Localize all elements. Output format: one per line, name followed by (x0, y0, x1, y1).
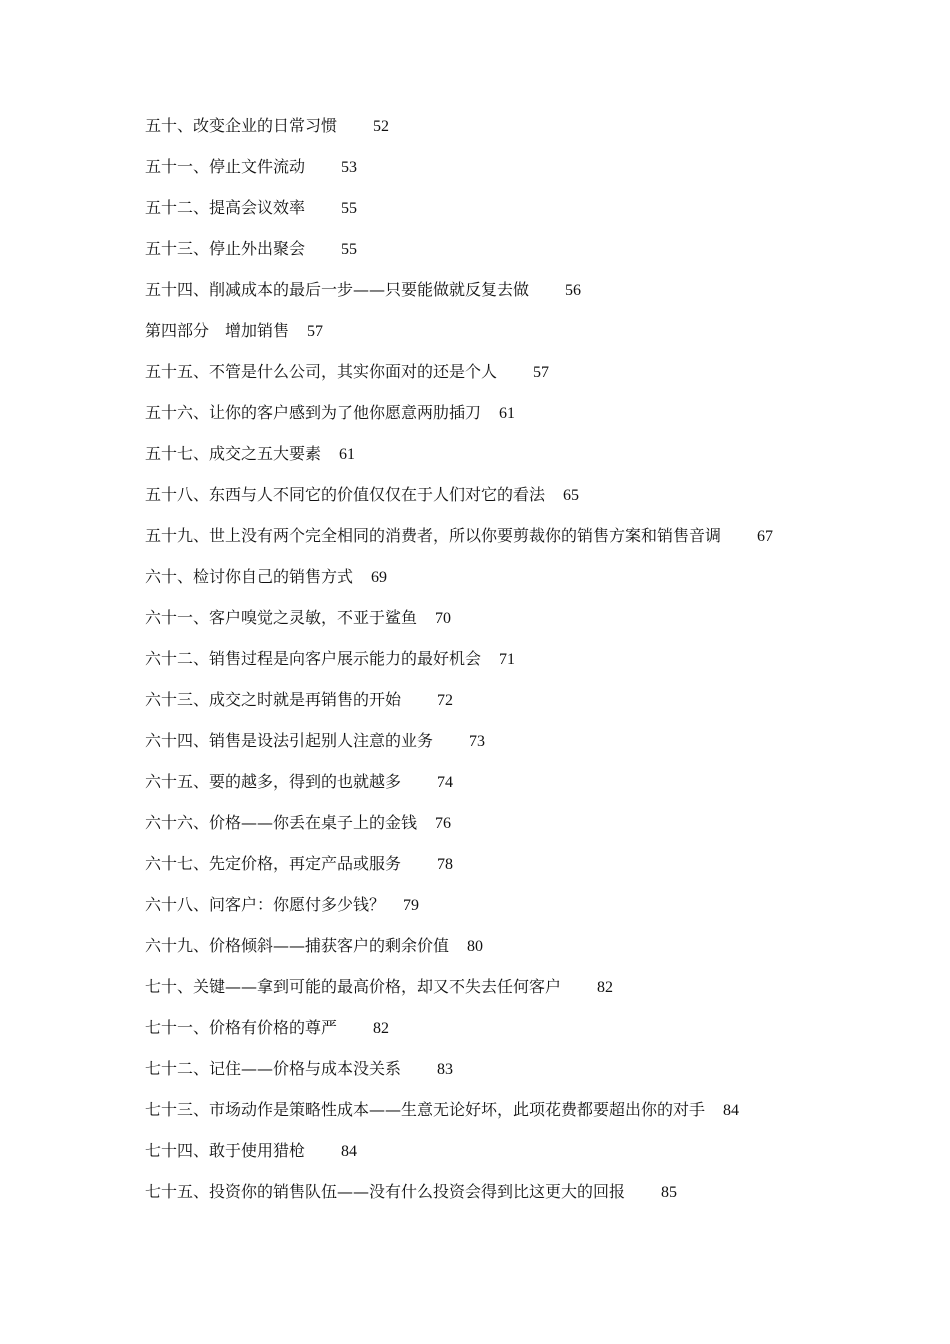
toc-entry-title: 七十三、市场动作是策略性成本——生意无论好坏，此项花费都要超出你的对手 (145, 1100, 706, 1119)
toc-entry-title: 六十一、客户嗅觉之灵敏，不亚于鲨鱼 (145, 608, 418, 627)
toc-entry-title: 六十、检讨你自己的销售方式 (145, 567, 354, 586)
toc-entry (145, 359, 905, 400)
toc-entry-page: 82 (597, 979, 614, 996)
toc-entry-page: 55 (341, 241, 358, 258)
toc-entry-title: 五十、改变企业的日常习惯 (145, 116, 338, 135)
toc-entry-title: 五十七、成交之五大要素 (145, 444, 322, 463)
toc-entry (145, 523, 905, 564)
toc-entry-page: 65 (563, 487, 580, 504)
toc-entry (145, 400, 905, 441)
toc-entry (145, 605, 905, 646)
toc-entry (145, 154, 905, 195)
toc-entry-page: 78 (437, 856, 454, 873)
toc-entry (145, 810, 905, 851)
toc-entry-page: 74 (437, 774, 454, 791)
toc-entry-page: 57 (533, 364, 550, 381)
toc-entry (145, 646, 905, 687)
toc-entry-page: 61 (339, 446, 356, 463)
table-of-contents (145, 113, 905, 1220)
toc-entry (145, 236, 905, 277)
toc-entry-title: 七十四、敢于使用猎枪 (145, 1141, 306, 1160)
toc-entry (145, 933, 905, 974)
toc-entry-title: 五十九、世上没有两个完全相同的消费者，所以你要剪裁你的销售方案和销售音调 (145, 526, 722, 545)
toc-entry (145, 195, 905, 236)
toc-entry-title: 五十八、东西与人不同它的价值仅仅在于人们对它的看法 (145, 485, 546, 504)
toc-entry-title: 第四部分 增加销售 (145, 321, 290, 340)
toc-entry-page: 84 (341, 1143, 358, 1160)
toc-entry-page: 72 (437, 692, 454, 709)
toc-entry (145, 1097, 905, 1138)
toc-entry-page: 56 (565, 282, 582, 299)
toc-entry-page: 82 (373, 1020, 390, 1037)
toc-entry (145, 769, 905, 810)
toc-entry-title: 七十一、价格有价格的尊严 (145, 1018, 338, 1037)
toc-entry-title: 五十二、提高会议效率 (145, 198, 306, 217)
toc-entry-title: 六十八、问客户：你愿付多少钱？ (145, 895, 386, 914)
toc-entry-title: 五十四、削减成本的最后一步——只要能做就反复去做 (145, 280, 530, 299)
toc-entry-page: 79 (403, 897, 420, 914)
toc-entry-title: 六十四、销售是设法引起别人注意的业务 (145, 731, 434, 750)
toc-entry (145, 1179, 905, 1220)
toc-entry (145, 482, 905, 523)
toc-entry (145, 318, 905, 359)
toc-entry (145, 851, 905, 892)
toc-entry (145, 974, 905, 1015)
toc-entry-title: 六十六、价格——你丢在桌子上的金钱 (145, 813, 418, 832)
toc-entry-page: 80 (467, 938, 484, 955)
toc-entry (145, 113, 905, 154)
toc-entry (145, 1015, 905, 1056)
toc-entry-page: 84 (723, 1102, 740, 1119)
toc-entry-title: 七十五、投资你的销售队伍——没有什么投资会得到比这更大的回报 (145, 1182, 626, 1201)
toc-entry-page: 73 (469, 733, 486, 750)
toc-entry-title: 六十三、成交之时就是再销售的开始 (145, 690, 402, 709)
toc-entry-page: 53 (341, 159, 358, 176)
toc-entry-page: 76 (435, 815, 452, 832)
toc-entry-page: 70 (435, 610, 452, 627)
toc-entry-title: 五十六、让你的客户感到为了他你愿意两肋插刀 (145, 403, 482, 422)
toc-entry (145, 892, 905, 933)
toc-entry (145, 564, 905, 605)
toc-entry-title: 六十九、价格倾斜——捕获客户的剩余价值 (145, 936, 450, 955)
toc-entry-page: 67 (757, 528, 774, 545)
toc-entry (145, 728, 905, 769)
toc-entry-page: 55 (341, 200, 358, 217)
toc-entry (145, 277, 905, 318)
toc-entry-title: 五十五、不管是什么公司，其实你面对的还是个人 (145, 362, 498, 381)
toc-entry-title: 七十二、记住——价格与成本没关系 (145, 1059, 402, 1078)
toc-entry-page: 83 (437, 1061, 454, 1078)
toc-entry-page: 69 (371, 569, 388, 586)
toc-entry-title: 七十、关键——拿到可能的最高价格，却又不失去任何客户 (145, 977, 562, 996)
toc-entry-title: 六十七、先定价格，再定产品或服务 (145, 854, 402, 873)
toc-entry-title: 六十五、要的越多，得到的也就越多 (145, 772, 402, 791)
toc-entry (145, 687, 905, 728)
toc-entry-page: 85 (661, 1184, 678, 1201)
toc-entry (145, 1056, 905, 1097)
toc-entry-page: 61 (499, 405, 516, 422)
toc-entry-title: 五十一、停止文件流动 (145, 157, 306, 176)
toc-entry-title: 五十三、停止外出聚会 (145, 239, 306, 258)
toc-entry (145, 441, 905, 482)
toc-entry-page: 52 (373, 118, 390, 135)
toc-entry-page: 71 (499, 651, 516, 668)
toc-entry-page: 57 (307, 323, 324, 340)
toc-entry (145, 1138, 905, 1179)
toc-entry-title: 六十二、销售过程是向客户展示能力的最好机会 (145, 649, 482, 668)
